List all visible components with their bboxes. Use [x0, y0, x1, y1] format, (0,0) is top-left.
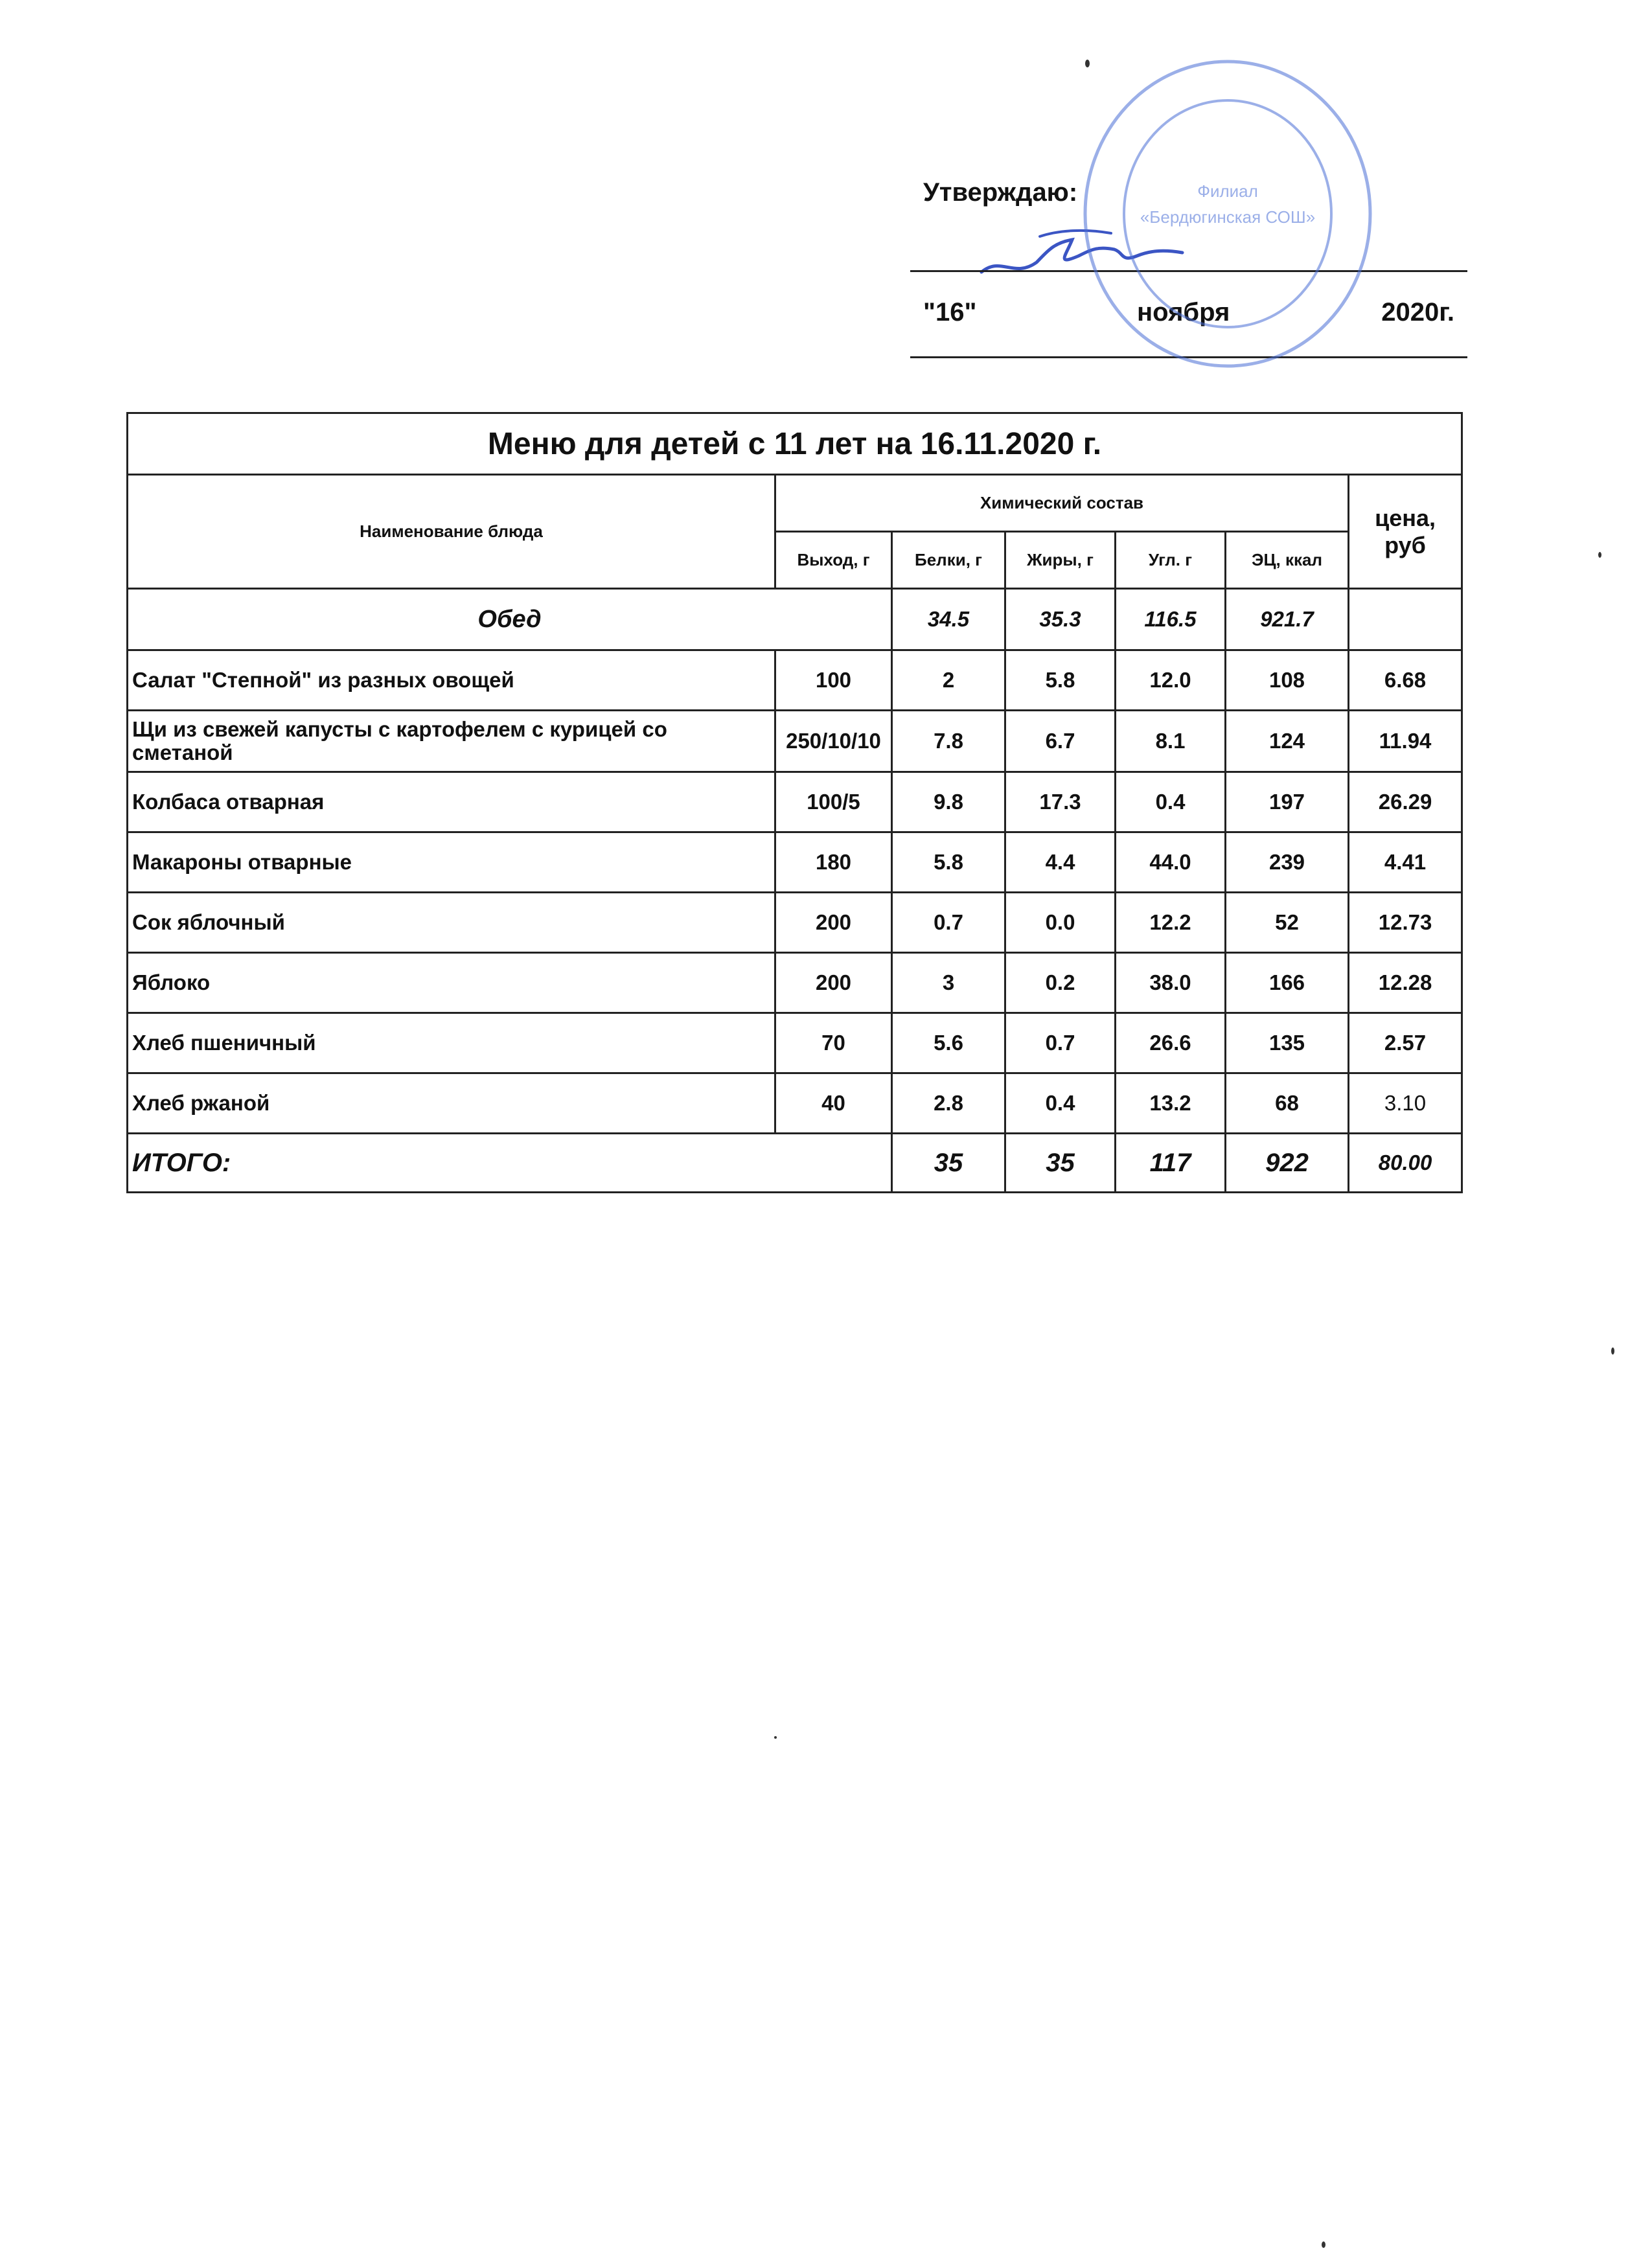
section-carbs: 116.5: [1116, 589, 1226, 650]
dish-price: 26.29: [1349, 772, 1462, 832]
dish-carbs: 0.4: [1116, 772, 1226, 832]
dish-fat: 5.8: [1005, 650, 1116, 711]
dish-yield: 250/10/10: [775, 711, 892, 772]
section-price: [1349, 589, 1462, 650]
dish-protein: 7.8: [892, 711, 1005, 772]
table-row: [128, 1073, 1462, 1134]
dish-yield: 200: [775, 893, 892, 953]
dish-yield: 200: [775, 953, 892, 1013]
dish-energy: 108: [1226, 650, 1349, 711]
table-row: [128, 953, 1462, 1013]
table-row: [128, 893, 1462, 953]
dish-protein: 2: [892, 650, 1005, 711]
menu-table: [126, 412, 1463, 1193]
total-row: [128, 1134, 1462, 1193]
dish-header: Наименование блюда: [128, 475, 775, 589]
dish-protein: 2.8: [892, 1073, 1005, 1134]
dish-carbs: 8.1: [1116, 711, 1226, 772]
section-name: Обед: [128, 589, 892, 650]
table-row: [128, 1013, 1462, 1073]
scan-speck: [774, 1736, 777, 1739]
protein-header: Белки, г: [892, 532, 1005, 589]
dish-price: 4.41: [1349, 832, 1462, 893]
total-energy: 922: [1226, 1134, 1349, 1193]
dish-carbs: 26.6: [1116, 1013, 1226, 1073]
dish-energy: 124: [1226, 711, 1349, 772]
dish-price: 6.68: [1349, 650, 1462, 711]
energy-header: ЭЦ, ккал: [1226, 532, 1349, 589]
section-protein: 34.5: [892, 589, 1005, 650]
dish-name: Сок яблочный: [128, 893, 775, 953]
stamp-line-2: «Бердюгинская СОШ»: [1140, 207, 1316, 227]
dish-price: 2.57: [1349, 1013, 1462, 1073]
dish-fat: 17.3: [1005, 772, 1116, 832]
approval-day: "16": [923, 298, 977, 326]
scan-speck: [1322, 2241, 1325, 2248]
stamp-line-1: Филиал: [1197, 181, 1258, 201]
dish-yield: 40: [775, 1073, 892, 1134]
dish-carbs: 44.0: [1116, 832, 1226, 893]
scan-speck: [1085, 60, 1090, 67]
section-fat: 35.3: [1005, 589, 1116, 650]
total-fat: 35: [1005, 1134, 1116, 1193]
dish-carbs: 12.0: [1116, 650, 1226, 711]
dish-protein: 9.8: [892, 772, 1005, 832]
dish-protein: 5.6: [892, 1013, 1005, 1073]
total-label: ИТОГО:: [128, 1134, 892, 1193]
table-row: [128, 772, 1462, 832]
dish-energy: 135: [1226, 1013, 1349, 1073]
approval-label: Утверждаю:: [923, 178, 1078, 207]
scan-speck: [1598, 552, 1601, 558]
section-row: [128, 589, 1462, 650]
yield-header: Выход, г: [775, 532, 892, 589]
price-header: цена, руб: [1349, 475, 1462, 589]
dish-protein: 0.7: [892, 893, 1005, 953]
dish-name: Яблоко: [128, 953, 775, 1013]
dish-protein: 5.8: [892, 832, 1005, 893]
dish-carbs: 38.0: [1116, 953, 1226, 1013]
dish-yield: 100/5: [775, 772, 892, 832]
dish-name: Щи из свежей капусты с картофелем с курицей со сметаной: [128, 711, 775, 772]
fat-header: Жиры, г: [1005, 532, 1116, 589]
dish-fat: 0.7: [1005, 1013, 1116, 1073]
dish-price: 11.94: [1349, 711, 1462, 772]
dish-yield: 70: [775, 1013, 892, 1073]
table-row: [128, 650, 1462, 711]
total-protein: 35: [892, 1134, 1005, 1193]
menu-title: Меню для детей с 11 лет на 16.11.2020 г.: [128, 413, 1462, 475]
carbs-header: Угл. г: [1116, 532, 1226, 589]
dish-fat: 0.2: [1005, 953, 1116, 1013]
dish-energy: 68: [1226, 1073, 1349, 1134]
dish-energy: 197: [1226, 772, 1349, 832]
approval-month: ноября: [1137, 298, 1230, 326]
organization-stamp: [1072, 52, 1383, 376]
scan-speck: [1611, 1347, 1614, 1355]
approval-year: 2020г.: [1381, 298, 1454, 326]
dish-protein: 3: [892, 953, 1005, 1013]
dish-price: 12.28: [1349, 953, 1462, 1013]
dish-price: 3.10: [1349, 1073, 1462, 1134]
dish-carbs: 12.2: [1116, 893, 1226, 953]
dish-fat: 6.7: [1005, 711, 1116, 772]
dish-yield: 180: [775, 832, 892, 893]
dish-energy: 166: [1226, 953, 1349, 1013]
dish-fat: 0.4: [1005, 1073, 1116, 1134]
dish-name: Колбаса отварная: [128, 772, 775, 832]
dish-fat: 0.0: [1005, 893, 1116, 953]
dish-fat: 4.4: [1005, 832, 1116, 893]
composition-header: Химический состав: [775, 475, 1349, 532]
dish-price: 12.73: [1349, 893, 1462, 953]
dish-energy: 52: [1226, 893, 1349, 953]
dish-name: Салат "Степной" из разных овощей: [128, 650, 775, 711]
dish-carbs: 13.2: [1116, 1073, 1226, 1134]
dish-name: Хлеб ржаной: [128, 1073, 775, 1134]
dish-name: Хлеб пшеничный: [128, 1013, 775, 1073]
table-row: [128, 711, 1462, 772]
dish-yield: 100: [775, 650, 892, 711]
table-row: [128, 832, 1462, 893]
dish-energy: 239: [1226, 832, 1349, 893]
section-energy: 921.7: [1226, 589, 1349, 650]
total-carbs: 117: [1116, 1134, 1226, 1193]
total-price: 80.00: [1349, 1134, 1462, 1193]
dish-name: Макароны отварные: [128, 832, 775, 893]
